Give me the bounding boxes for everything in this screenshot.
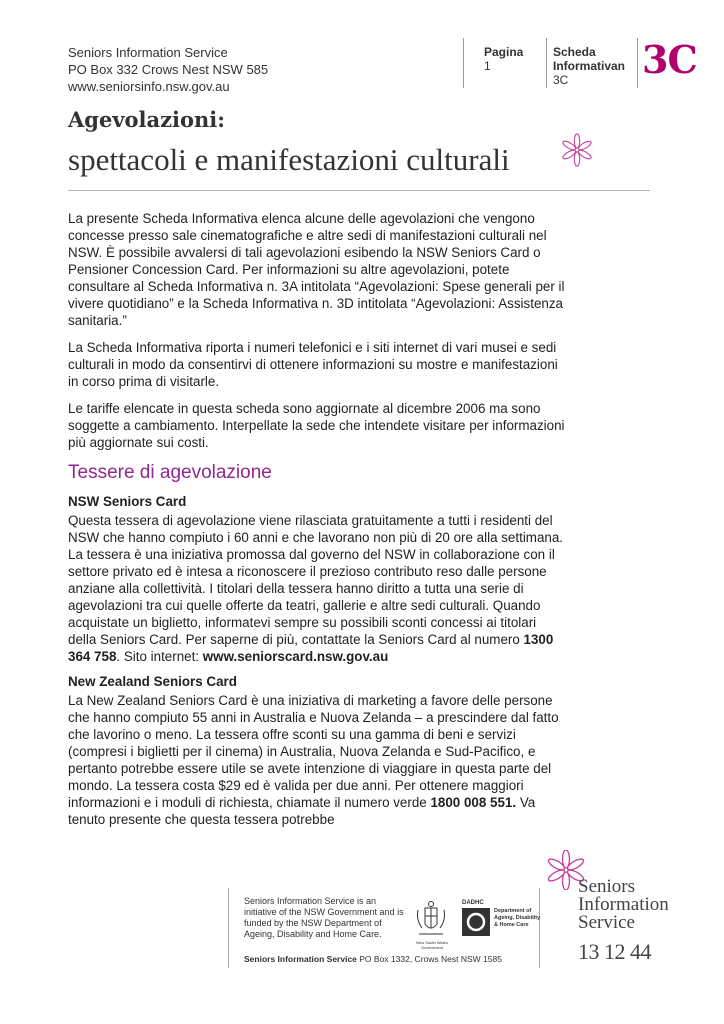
nsw-text: Questa tessera di agevolazione viene rilasciata gratuitamente a tutti i residenti del NSW che hanno compiuto i 60 anni e che lavorano non più di 20 ore alla settimana. La tessera è una iniziativa promossa dal governo del NSW in collaborazione con il settore privato ed è intesa a riconoscere il prezioso contributo reso dalle persone anziane alla collettività. I titolari della tessera hanno diritto a tutta una serie di agevolazioni tra cui quelle offerte da teatri, gallerie e altre sedi culturali. Quando acquistate un biglietto, informatevi sempre su possibili sconti concessi ai titolari della Seniors Card. Per saperne di più, contattate la Seniors Card al numero bbox=[68, 513, 564, 647]
footer-address bbox=[244, 954, 502, 964]
nz-text-after: Va tenuto presente che questa tessera potrebbe bbox=[68, 795, 536, 827]
subsection-heading-nz: New Zealand Seniors Card bbox=[68, 674, 237, 689]
intro-paragraph: La presente Scheda Informativa elenca alcune delle agevolazioni che vengono concesse presso sale cinematografiche e altre sedi di manifestazioni culturali nel NSW. È possibile avvalersi di tali agevolazioni esibendo la NSW Seniors Card o Pensioner Concession Card. Per informazioni su altre agevolazioni, potete consultare al Scheda Informativa n. 3A intitolata “Agevolazioni: Spese generali per il vivere quotidiano” e la Scheda Informativa n. 3D intitolata “Agevolazioni: Assistenza sanitaria.” bbox=[68, 211, 565, 328]
logo-line: Information bbox=[578, 894, 669, 915]
footer-address-po: PO Box 1332, Crows Nest NSW 1585 bbox=[356, 954, 502, 964]
intro-paragraph: La Scheda Informativa riporta i numeri telefonici e i siti internet di vari musei e sedi culturali in modo da consentirvi di ottenere informazioni su mostre e manifestazioni in corso prima di visitarle. bbox=[68, 340, 558, 389]
page-label: Pagina bbox=[484, 45, 524, 59]
subsection-heading-nsw: NSW Seniors Card bbox=[68, 494, 187, 509]
main-content bbox=[68, 210, 568, 838]
header-divider bbox=[637, 38, 638, 88]
org-website[interactable]: www.seniorsinfo.nsw.gov.au bbox=[68, 79, 230, 94]
footer-statement: Seniors Information Service is an initiative of the NSW Government and is funded by the NSW Department of Ageing, Disability and Home Care. bbox=[244, 896, 404, 939]
nsw-text-after: . Sito internet: bbox=[116, 649, 203, 664]
nsw-government-crest-icon bbox=[414, 900, 448, 940]
flower-icon bbox=[559, 132, 595, 168]
nsw-website-link[interactable]: www.seniorscard.nsw.gov.au bbox=[202, 649, 389, 664]
footer-address-org: Seniors Information Service bbox=[244, 954, 357, 964]
nz-text: La New Zealand Seniors Card è una iniziativa di marketing a favore delle persone che hanno compiuto 55 anni in Australia e Nuova Zelanda – a prescindere dal fatto che lavorino o meno. La tessera offre sconti su una gamma di beni e servizi (compresi i biglietti per il cinema) in Australia, Nuova Zelanda e Sud-Pacifico, e pertanto potrebbe essere utile se avete intenzione di viaggiare in questa parte del mondo. La tessera costa $29 ed è valida per due anni. Per ottenere maggiori informazioni e i moduli di richiesta, chiamate il numero verde bbox=[68, 693, 559, 810]
org-name: Seniors Information Service bbox=[68, 45, 228, 60]
title-divider bbox=[68, 190, 650, 191]
seniors-logo-wordmark bbox=[578, 878, 669, 932]
dadhc-logo-icon bbox=[462, 908, 490, 936]
sheet-number: 3C bbox=[553, 73, 569, 87]
sheet-label: Scheda bbox=[553, 45, 596, 59]
footer-funding-box bbox=[228, 888, 540, 968]
section-heading: Tessere di agevolazione bbox=[68, 462, 272, 483]
header-divider bbox=[463, 38, 464, 88]
logo-line: Seniors bbox=[578, 876, 635, 897]
page-number: 1 bbox=[484, 59, 491, 73]
org-po-box: PO Box 332 Crows Nest NSW 585 bbox=[68, 62, 269, 77]
sheet-big-number: 3C bbox=[642, 37, 697, 82]
sheet-label-2: Informativan bbox=[553, 59, 626, 73]
header-divider bbox=[546, 38, 547, 88]
header-address bbox=[68, 44, 268, 95]
nz-phone: 1800 008 551. bbox=[430, 795, 517, 810]
page-title: Agevolazioni: bbox=[68, 107, 226, 132]
page-subtitle: spettacoli e manifestazioni culturali bbox=[68, 142, 510, 177]
nz-seniors-card-paragraph bbox=[68, 692, 568, 828]
department-name: Department of Ageing, Disability & Home Care bbox=[494, 908, 541, 928]
dadhc-label: DADHC bbox=[462, 900, 484, 906]
nsw-government-caption: New South Wales Government bbox=[416, 940, 448, 950]
footer-divider bbox=[228, 888, 229, 968]
logo-line: Service bbox=[578, 912, 635, 933]
sheet-indicator bbox=[553, 45, 625, 87]
seniors-logo-phone: 13 12 44 bbox=[578, 939, 651, 964]
page-indicator bbox=[484, 45, 523, 73]
nsw-seniors-card-paragraph bbox=[68, 512, 568, 665]
nsw-phone: 1300 364 758 bbox=[68, 632, 554, 664]
intro-paragraph: Le tariffe elencate in questa scheda sono aggiornate al dicembre 2006 ma sono soggette a cambiamento. Interpellate la sede che intendete visitare per informazioni più aggiornate sui costi. bbox=[68, 401, 565, 450]
